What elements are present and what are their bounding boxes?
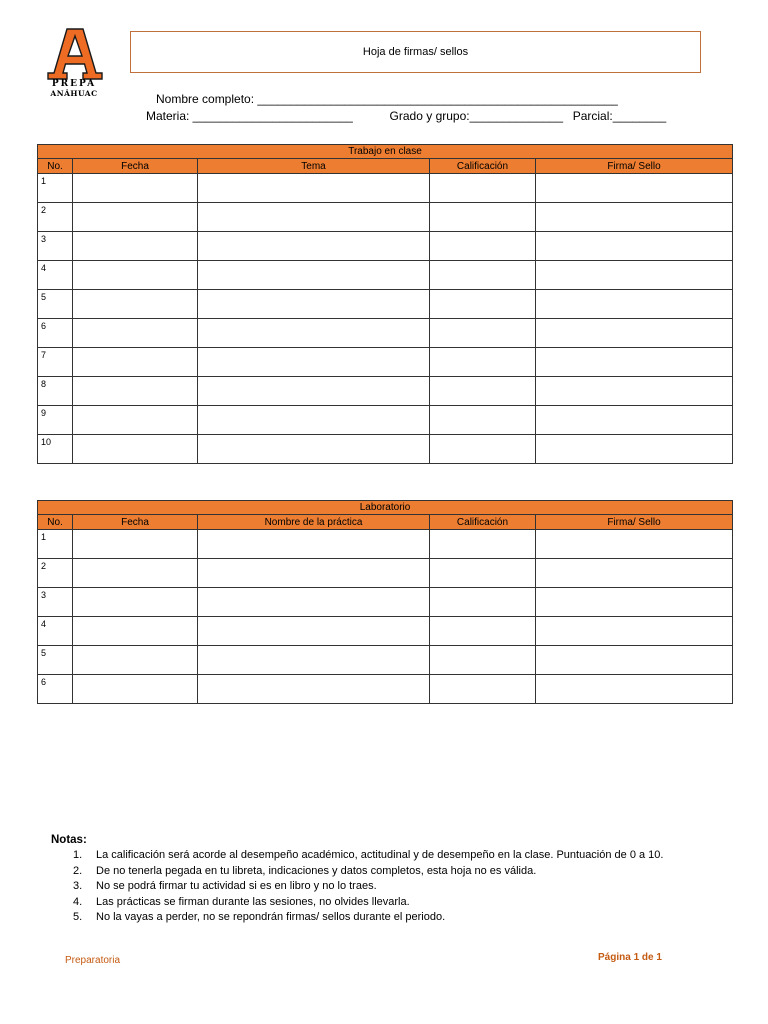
fecha-cell[interactable] [73,348,198,377]
fecha-cell[interactable] [73,675,198,704]
note-number: 3. [73,880,83,892]
tema-cell[interactable] [198,377,430,406]
firma-cell[interactable] [536,174,733,203]
fecha-cell[interactable] [73,319,198,348]
calificacion-cell[interactable] [430,203,536,232]
fecha-cell[interactable] [73,261,198,290]
firma-cell[interactable] [536,232,733,261]
trabajo-table-body [38,174,733,464]
firma-cell[interactable] [536,435,733,464]
row-number: 4 [38,261,73,290]
practica-cell[interactable] [198,530,430,559]
firma-cell[interactable] [536,675,733,704]
calificacion-cell[interactable] [430,174,536,203]
table-row [38,377,733,406]
fecha-cell[interactable] [73,174,198,203]
calificacion-cell[interactable] [430,559,536,588]
nombre-field[interactable]: Nombre completo: ______________________________________________________ [156,92,618,106]
note-text: De no tenerla pegada en tu libreta, indicaciones y datos completos, esta hoja no es válida. [96,864,537,877]
row-number: 8 [38,377,73,406]
row-number: 3 [38,232,73,261]
practica-cell[interactable] [198,588,430,617]
row-number: 5 [38,646,73,675]
prepa-anahuac-logo [46,27,104,103]
row-number: 4 [38,617,73,646]
table-row [38,559,733,588]
document-title: Hoja de firmas/ sellos [362,46,469,58]
fecha-cell[interactable] [73,435,198,464]
footer-left-text: Preparatoria [65,955,121,966]
trabajo-en-clase-table [37,144,733,464]
tema-cell[interactable] [198,232,430,261]
note-number: 4. [73,895,83,908]
fecha-cell[interactable] [73,203,198,232]
tema-cell[interactable] [198,203,430,232]
practica-cell[interactable] [198,559,430,588]
row-number: 2 [38,559,73,588]
col-header-no: No. [38,159,73,174]
calificacion-cell[interactable] [430,588,536,617]
tema-cell[interactable] [198,319,430,348]
logo-prepa-text: PREPA [51,79,97,89]
note-text: La calificación será acorde al desempeño académico, actitudinal y de desempeño en la clase. Puntuación de 0 a 10. [96,849,664,861]
practica-cell[interactable] [198,617,430,646]
table-row [38,290,733,319]
parcial-field[interactable]: Parcial:________ [572,109,667,123]
grado-field[interactable]: Grado y grupo:______________ [389,109,564,123]
row-number: 10 [38,435,73,464]
tema-cell[interactable] [198,435,430,464]
tema-cell[interactable] [198,406,430,435]
firma-cell[interactable] [536,319,733,348]
table-row [38,617,733,646]
note-item [51,910,663,926]
laboratorio-table [37,500,733,704]
col-header-tema: Tema [198,159,430,174]
table-row [38,232,733,261]
col-header-fecha: Fecha [73,159,198,174]
tema-cell[interactable] [198,290,430,319]
calificacion-cell[interactable] [430,406,536,435]
firma-cell[interactable] [536,559,733,588]
materia-grado-parcial-line [146,109,666,123]
practica-cell[interactable] [198,675,430,704]
note-text: No se podrá firmar tu actividad si es en libro y no lo traes. [96,880,377,892]
row-number: 6 [38,675,73,704]
fecha-cell[interactable] [73,617,198,646]
laboratorio-section-title: Laboratorio [38,501,733,515]
firma-cell[interactable] [536,617,733,646]
row-number: 2 [38,203,73,232]
table-row [38,675,733,704]
notes-list [51,848,663,926]
calificacion-cell[interactable] [430,377,536,406]
firma-cell[interactable] [536,261,733,290]
firma-cell[interactable] [536,588,733,617]
calificacion-cell[interactable] [430,530,536,559]
col-header-calificacion: Calificación [430,159,536,174]
table-row [38,203,733,232]
note-text: No la vayas a perder, no se repondrán firmas/ sellos durante el periodo. [96,911,446,923]
table-row [38,646,733,675]
fecha-cell[interactable] [73,646,198,675]
footer-page-number: Página 1 de 1 [598,952,662,963]
fecha-cell[interactable] [73,232,198,261]
col-header-no: No. [38,515,73,530]
table-row [38,530,733,559]
col-header-fecha: Fecha [73,515,198,530]
notes-title: Notas: [51,834,87,846]
row-number: 5 [38,290,73,319]
note-item [51,895,663,911]
note-number: 5. [73,911,83,923]
row-number: 3 [38,588,73,617]
logo-anahuac-text: ANÁHUAC [50,89,98,98]
row-number: 6 [38,319,73,348]
row-number: 1 [38,174,73,203]
firma-cell[interactable] [536,203,733,232]
calificacion-cell[interactable] [430,617,536,646]
document-title-box [130,31,701,73]
calificacion-cell[interactable] [430,261,536,290]
fecha-cell[interactable] [73,530,198,559]
calificacion-cell[interactable] [430,348,536,377]
firma-cell[interactable] [536,530,733,559]
table-row [38,319,733,348]
table-row [38,588,733,617]
fecha-cell[interactable] [73,406,198,435]
col-header-firma: Firma/ Sello [536,515,733,530]
table-row [38,261,733,290]
fecha-cell[interactable] [73,559,198,588]
laboratorio-table-body [38,530,733,704]
fecha-cell[interactable] [73,588,198,617]
firma-cell[interactable] [536,406,733,435]
col-header-firma: Firma/ Sello [536,159,733,174]
calificacion-cell[interactable] [430,290,536,319]
notes-section [51,834,663,926]
row-number: 7 [38,348,73,377]
firma-cell[interactable] [536,646,733,675]
table-row [38,174,733,203]
tema-cell[interactable] [198,174,430,203]
calificacion-cell[interactable] [430,232,536,261]
calificacion-cell[interactable] [430,646,536,675]
note-number: 1. [73,849,83,861]
firma-cell[interactable] [536,290,733,319]
trabajo-section-title: Trabajo en clase [38,145,733,159]
note-text: Las prácticas se firman durante las sesiones, no olvides llevarla. [96,895,410,908]
col-header-nombre-practica: Nombre de la práctica [198,515,430,530]
calificacion-cell[interactable] [430,319,536,348]
table-row [38,435,733,464]
practica-cell[interactable] [198,646,430,675]
tema-cell[interactable] [198,348,430,377]
col-header-calificacion: Calificación [430,515,536,530]
note-item [51,848,663,864]
fecha-cell[interactable] [73,290,198,319]
fecha-cell[interactable] [73,377,198,406]
table-row [38,348,733,377]
row-number: 1 [38,530,73,559]
note-number: 2. [73,864,83,877]
calificacion-cell[interactable] [430,435,536,464]
note-item [51,879,663,895]
table-row [38,406,733,435]
firma-cell[interactable] [536,348,733,377]
materia-field[interactable]: Materia: ________________________ [146,109,353,123]
note-item [51,864,663,880]
tema-cell[interactable] [198,261,430,290]
row-number: 9 [38,406,73,435]
firma-cell[interactable] [536,377,733,406]
calificacion-cell[interactable] [430,675,536,704]
letter-a-logo-icon [46,27,104,81]
